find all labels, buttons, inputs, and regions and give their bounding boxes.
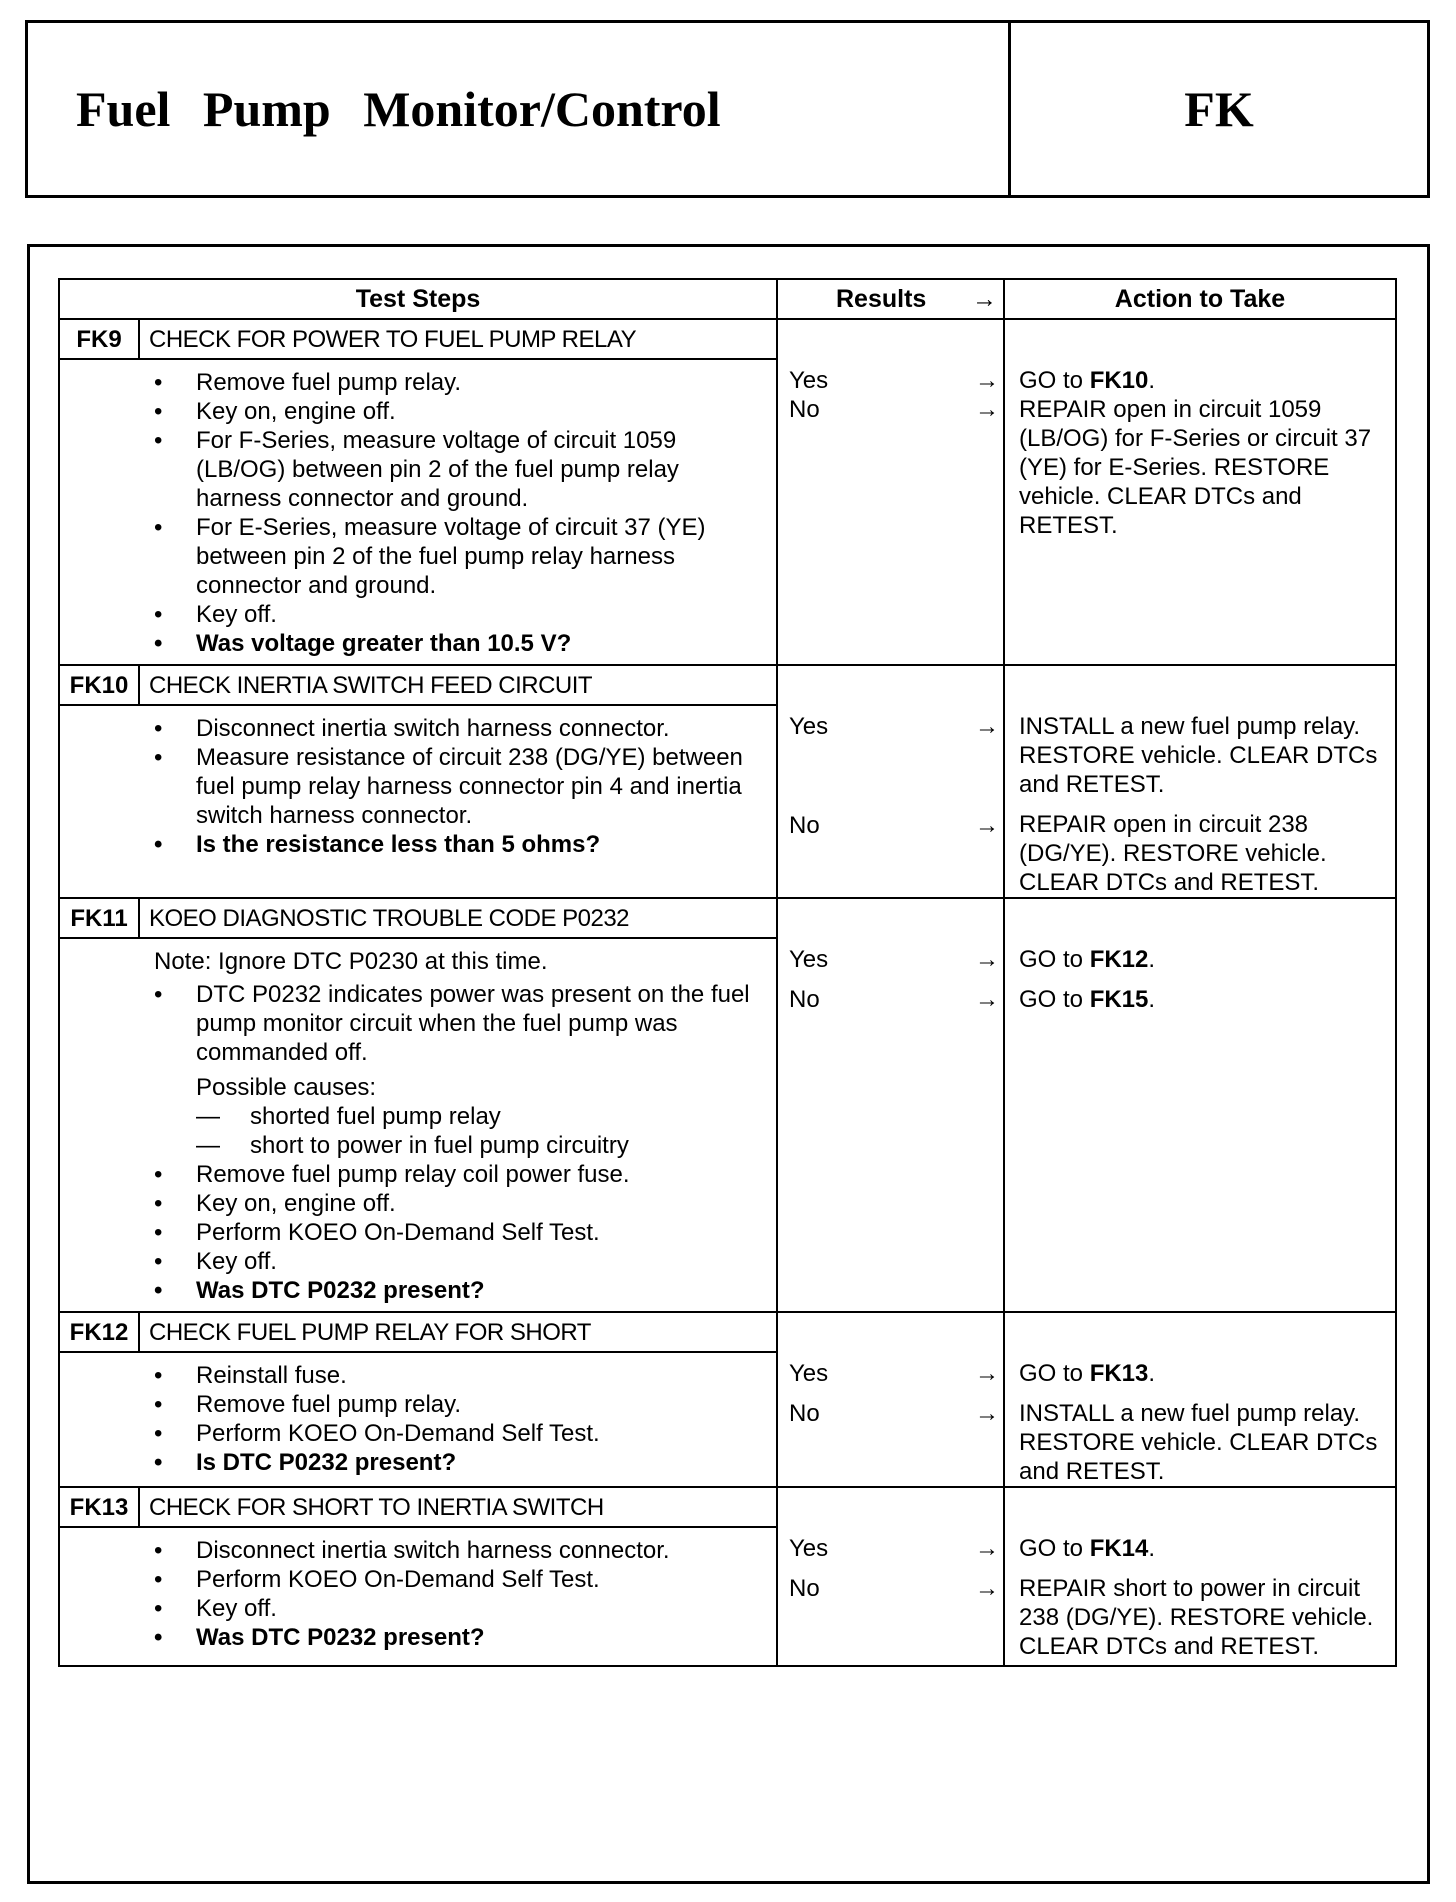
step-row-fk9 [59,319,1396,665]
list-item: • Remove fuel pump relay coil power fuse. [154,1160,768,1189]
action-cell: GO to FK14. REPAIR short to power in circuit 238 (DG/YE). RESTORE vehicle. CLEAR DTCs and RETEST. [1004,1487,1396,1666]
table-header-row [59,279,1396,319]
test-steps-header: Test Steps [59,279,777,319]
step-row-fk10 [59,665,1396,898]
result-yes: Yes [789,1360,829,1387]
action-cell: GO to FK13. INSTALL a new fuel pump relay. RESTORE vehicle. CLEAR DTCs and RETEST. [1004,1312,1396,1487]
result-no: No [789,1400,820,1427]
step-id: FK13 [60,1488,140,1526]
results-cell [777,319,1004,665]
list-item: • Perform KOEO On-Demand Self Test. [154,1565,768,1594]
no-action: INSTALL a new fuel pump relay. RESTORE vehicle. CLEAR DTCs and RETEST. [1019,1400,1378,1485]
list-item: • Key off. [154,600,768,629]
step-id: FK10 [60,666,140,704]
step-title: CHECK FOR POWER TO FUEL PUMP RELAY [149,325,637,353]
result-no: No [789,1575,820,1602]
list-item: • Perform KOEO On-Demand Self Test. [154,1419,768,1448]
list-item: • Remove fuel pump relay. [154,368,768,397]
results-cell [777,898,1004,1312]
arrow-icon: → [975,1360,999,1387]
list-item: • Reinstall fuse. [154,1361,768,1390]
results-cell [777,1312,1004,1487]
step-cell [59,1487,777,1666]
section-code: FK [1184,81,1254,137]
result-no: No [789,986,820,1013]
list-item: • Key on, engine off. [154,1189,768,1218]
step-id: FK9 [60,320,140,358]
results-cell [777,665,1004,898]
test-steps-table [58,278,1397,1667]
list-item: • Key on, engine off. [154,397,768,426]
list-item: • Perform KOEO On-Demand Self Test. [154,1218,768,1247]
step-row-fk12 [59,1312,1396,1487]
arrow-icon: → [975,396,999,423]
step-list [154,1160,768,1305]
no-action: REPAIR short to power in circuit 238 (DG/YE). RESTORE vehicle. CLEAR DTCs and RETEST. [1019,1575,1374,1660]
results-header: Results → [777,279,1004,319]
list-item: • Disconnect inertia switch harness connector. [154,1536,768,1565]
action-cell: GO to FK10. REPAIR open in circuit 1059 (LB/OG) for F-Series or circuit 37 (YE) for E-Series. RESTORE vehicle. CLEAR DTCs and RETEST. [1004,319,1396,665]
step-title: CHECK FUEL PUMP RELAY FOR SHORT [149,1318,591,1346]
cause-item: — short to power in fuel pump circuitry [196,1131,768,1160]
step-id: FK11 [60,899,140,937]
step-question: • Was DTC P0232 present? [154,1623,768,1652]
step-question: • Was voltage greater than 10.5 V? [154,629,768,658]
action-header: Action to Take [1004,279,1396,319]
arrow-icon: → [975,1400,999,1427]
list-item: • For F-Series, measure voltage of circuit 1059 (LB/OG) between pin 2 of the fuel pump relay harness connector and ground. [154,426,768,513]
step-cell [59,319,777,665]
results-cell [777,1487,1004,1666]
list-item: • DTC P0232 indicates power was present on the fuel pump monitor circuit when the fuel pump was commanded off. [154,980,768,1067]
list-item: • Remove fuel pump relay. [154,1390,768,1419]
list-item: • Key off. [154,1594,768,1623]
action-cell [1004,665,1396,898]
step-list [154,714,768,859]
list-item: • Measure resistance of circuit 238 (DG/YE) between fuel pump relay harness connector pin 4 and inertia switch harness connector. [154,743,768,830]
step-list [154,1361,768,1477]
step-question: • Is DTC P0232 present? [154,1448,768,1477]
result-yes: Yes [789,713,829,740]
list-item: • For E-Series, measure voltage of circuit 37 (YE) between pin 2 of the fuel pump relay harness connector and ground. [154,513,768,600]
step-id: FK12 [60,1313,140,1351]
step-row-fk11 [59,898,1396,1312]
step-title: CHECK FOR SHORT TO INERTIA SWITCH [149,1493,604,1521]
page-header [25,20,1430,198]
arrow-icon: → [975,1575,999,1602]
arrow-icon: → [975,713,999,740]
step-title: KOEO DIAGNOSTIC TROUBLE CODE P0232 [149,904,630,932]
list-item: • Key off. [154,1247,768,1276]
step-list [154,1536,768,1652]
arrow-icon: → [975,1535,999,1562]
step-list [154,368,768,658]
arrow-icon: → [972,284,997,313]
result-no: No [789,812,820,839]
step-cell [59,1312,777,1487]
page-title: Fuel Pump Monitor/Control [28,23,1011,195]
no-action: REPAIR open in circuit 238 (DG/YE). RESTORE vehicle. CLEAR DTCs and RETEST. [1019,811,1327,896]
no-action: REPAIR open in circuit 1059 (LB/OG) for F-Series or circuit 37 (YE) for E-Series. RESTORE vehicle. CLEAR DTCs and RETEST. [1019,396,1372,539]
action-cell: GO to FK12. GO to FK15. [1004,898,1396,1312]
step-list [154,980,768,1067]
yes-action: INSTALL a new fuel pump relay. RESTORE vehicle. CLEAR DTCs and RETEST. [1019,713,1378,798]
step-note: Note: Ignore DTC P0230 at this time. [154,948,548,975]
step-question: • Is the resistance less than 5 ohms? [154,830,768,859]
result-yes: Yes [789,946,829,973]
step-row-fk13 [59,1487,1396,1666]
arrow-icon: → [975,367,999,394]
arrow-icon: → [975,946,999,973]
result-no: No [789,396,820,423]
arrow-icon: → [975,812,999,839]
possible-causes: Possible causes: — shorted fuel pump relay — short to power in fuel pump circuitry [196,1073,768,1160]
step-title: CHECK INERTIA SWITCH FEED CIRCUIT [149,671,593,699]
step-cell [59,665,777,898]
arrow-icon: → [975,986,999,1013]
list-item: • Disconnect inertia switch harness connector. [154,714,768,743]
step-cell [59,898,777,1312]
step-question: • Was DTC P0232 present? [154,1276,768,1305]
cause-item: — shorted fuel pump relay [196,1102,768,1131]
result-yes: Yes [789,367,829,394]
result-yes: Yes [789,1535,829,1562]
